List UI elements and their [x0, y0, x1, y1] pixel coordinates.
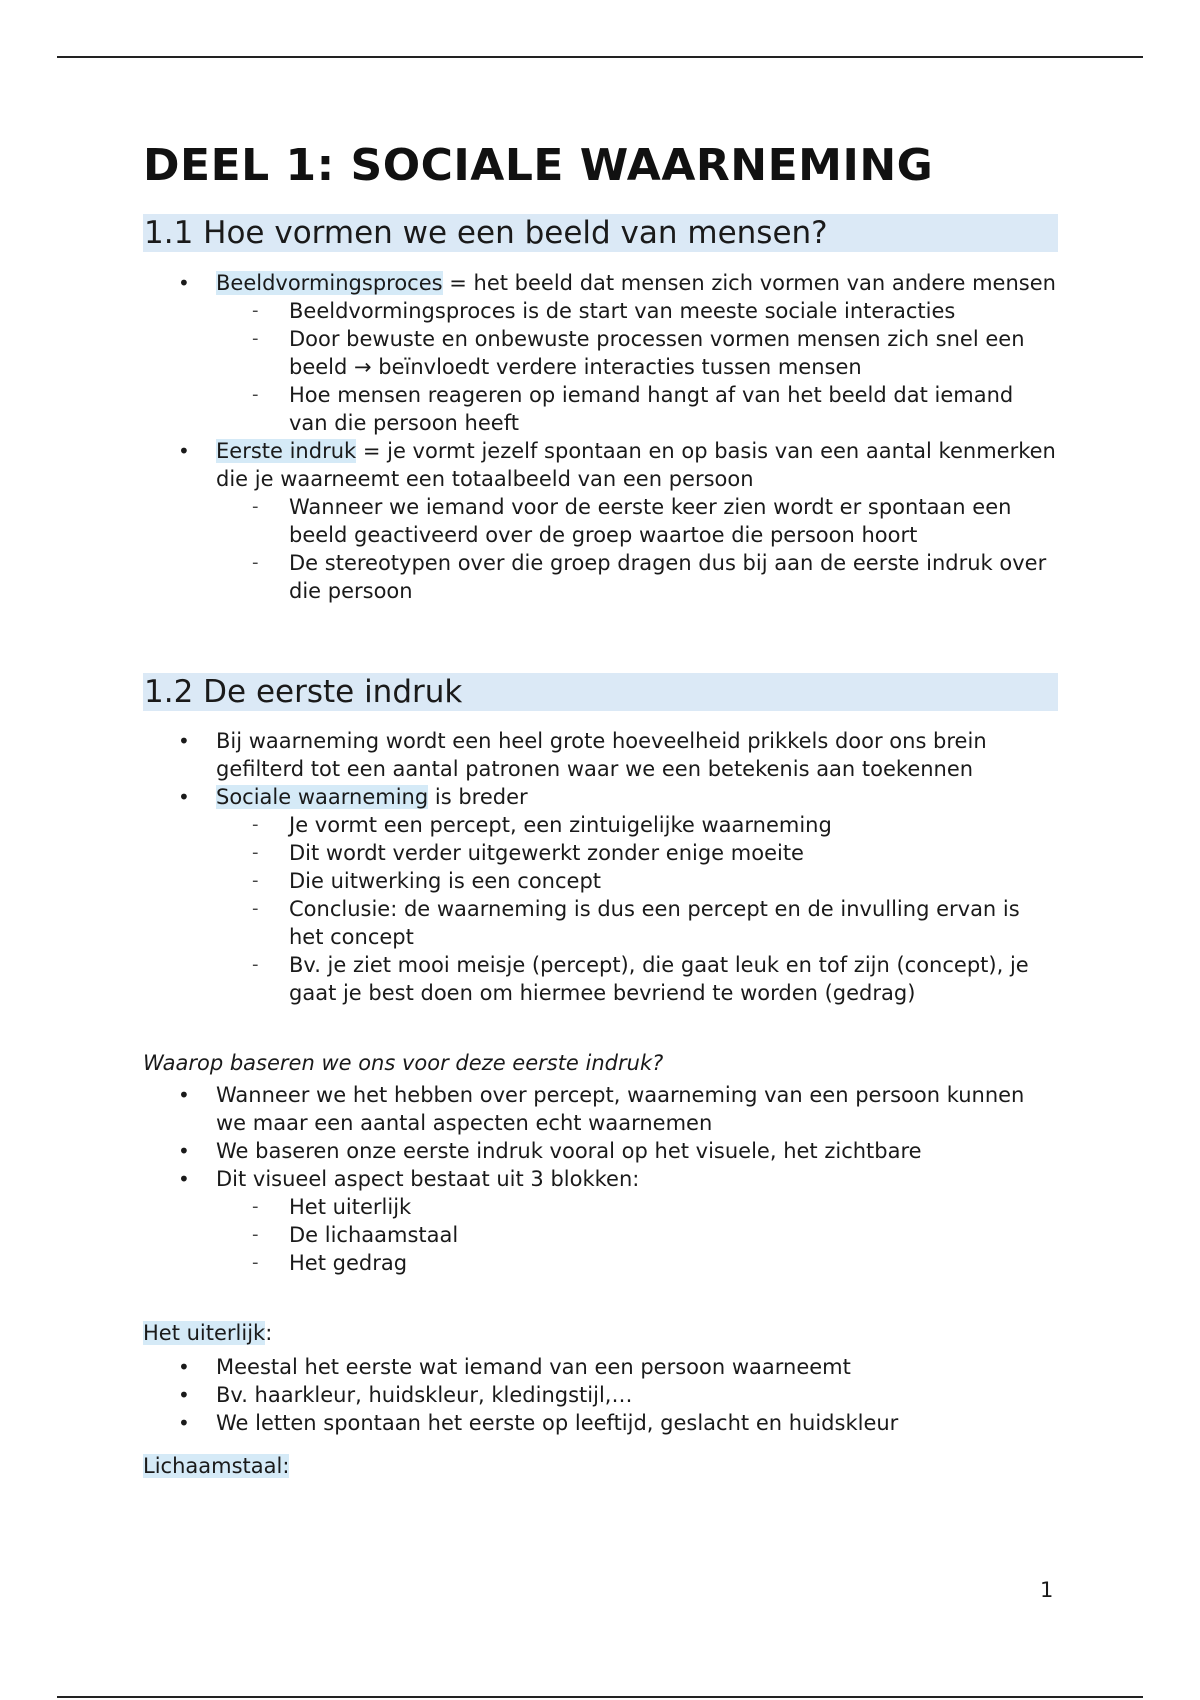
term-sociale-waarneming: Sociale waarneming	[216, 785, 429, 809]
list-item: • We baseren onze eerste indruk vooral op het visuele, het zichtbare	[143, 1137, 1058, 1165]
list-item-text: Dit visueel aspect bestaat uit 3 blokken:	[216, 1167, 640, 1191]
page-number: 1	[1040, 1578, 1054, 1602]
sub-list-item: - Het gedrag	[216, 1249, 1058, 1277]
header-rule	[57, 56, 1143, 58]
subheading-lichaamstaal	[143, 1452, 1058, 1480]
section-heading-1-1: 1.1 Hoe vormen we een beeld van mensen?	[143, 214, 1058, 252]
sub-list-item: - Beeldvormingsproces is de start van meeste sociale interacties	[216, 297, 1058, 325]
sub-list	[216, 1193, 1058, 1277]
sub-list-item: - De lichaamstaal	[216, 1221, 1058, 1249]
sub-list-item: - Die uitwerking is een concept	[216, 867, 1058, 895]
sub-list-item: - Het uiterlijk	[216, 1193, 1058, 1221]
sub-list	[216, 297, 1058, 437]
section-heading-1-2: 1.2 De eerste indruk	[143, 673, 1058, 711]
list-item: • We letten spontaan het eerste op leeftijd, geslacht en huidskleur	[143, 1409, 1058, 1437]
term-uiterlijk: Het uiterlijk	[143, 1321, 266, 1345]
list-item	[143, 269, 1058, 437]
list-item	[143, 1165, 1058, 1277]
uiterlijk-list	[143, 1353, 1058, 1437]
question-list	[143, 1081, 1058, 1277]
page-title: DEEL 1: SOCIALE WAARNEMING	[143, 140, 934, 191]
section-1-2-list	[143, 727, 1058, 1007]
list-item: • Bij waarneming wordt een heel grote hoeveelheid prikkels door ons brein gefilterd tot een aantal patronen waar we een betekenis aan toekennen	[143, 727, 1058, 783]
sub-list-item: - De stereotypen over die groep dragen dus bij aan de eerste indruk over die persoon	[216, 549, 1058, 605]
list-item: • Bv. haarkleur, huidskleur, kledingstijl,…	[143, 1381, 1058, 1409]
definition-text: = je vormt jezelf spontaan en op basis van een aantal kenmerken die je waarneemt een totaalbeeld van een persoon	[216, 439, 1056, 491]
sub-list-item: - Conclusie: de waarneming is dus een percept en de invulling ervan is het concept	[216, 895, 1058, 951]
sub-list-item: - Je vormt een percept, een zintuigelijke waarneming	[216, 811, 1058, 839]
sub-list-item: - Dit wordt verder uitgewerkt zonder enige moeite	[216, 839, 1058, 867]
sub-list-item: - Door bewuste en onbewuste processen vormen mensen zich snel een beeld → beïnvloedt verdere interacties tussen mensen	[216, 325, 1058, 381]
subheading-uiterlijk	[143, 1319, 1058, 1347]
colon: :	[265, 1321, 273, 1345]
term-lichaamstaal: Lichaamstaal:	[143, 1454, 290, 1478]
list-item: • Meestal het eerste wat iemand van een persoon waarneemt	[143, 1353, 1058, 1381]
sub-list-item: - Hoe mensen reageren op iemand hangt af van het beeld dat iemand van die persoon heeft	[216, 381, 1058, 437]
definition-text: = het beeld dat mensen zich vormen van andere mensen	[442, 271, 1056, 295]
list-item	[143, 783, 1058, 1007]
sub-list	[216, 811, 1058, 1007]
term-eerste-indruk: Eerste indruk	[216, 439, 357, 463]
sub-list-item: - Wanneer we iemand voor de eerste keer zien wordt er spontaan een beeld geactiveerd over de groep waartoe die persoon hoort	[216, 493, 1058, 549]
sub-list	[216, 493, 1058, 605]
footer-rule	[57, 1696, 1143, 1698]
definition-text: is breder	[428, 785, 528, 809]
section-1-1-list	[143, 269, 1058, 605]
list-item	[143, 437, 1058, 605]
term-beeldvormingsproces: Beeldvormingsproces	[216, 271, 443, 295]
list-item: • Wanneer we het hebben over percept, waarneming van een persoon kunnen we maar een aantal aspecten echt waarnemen	[143, 1081, 1058, 1137]
page-content	[143, 140, 1058, 1480]
sub-list-item: - Bv. je ziet mooi meisje (percept), die gaat leuk en tof zijn (concept), je gaat je best doen om hiermee bevriend te worden (gedrag)	[216, 951, 1058, 1007]
question-heading: Waarop baseren we ons voor deze eerste indruk?	[143, 1051, 664, 1075]
